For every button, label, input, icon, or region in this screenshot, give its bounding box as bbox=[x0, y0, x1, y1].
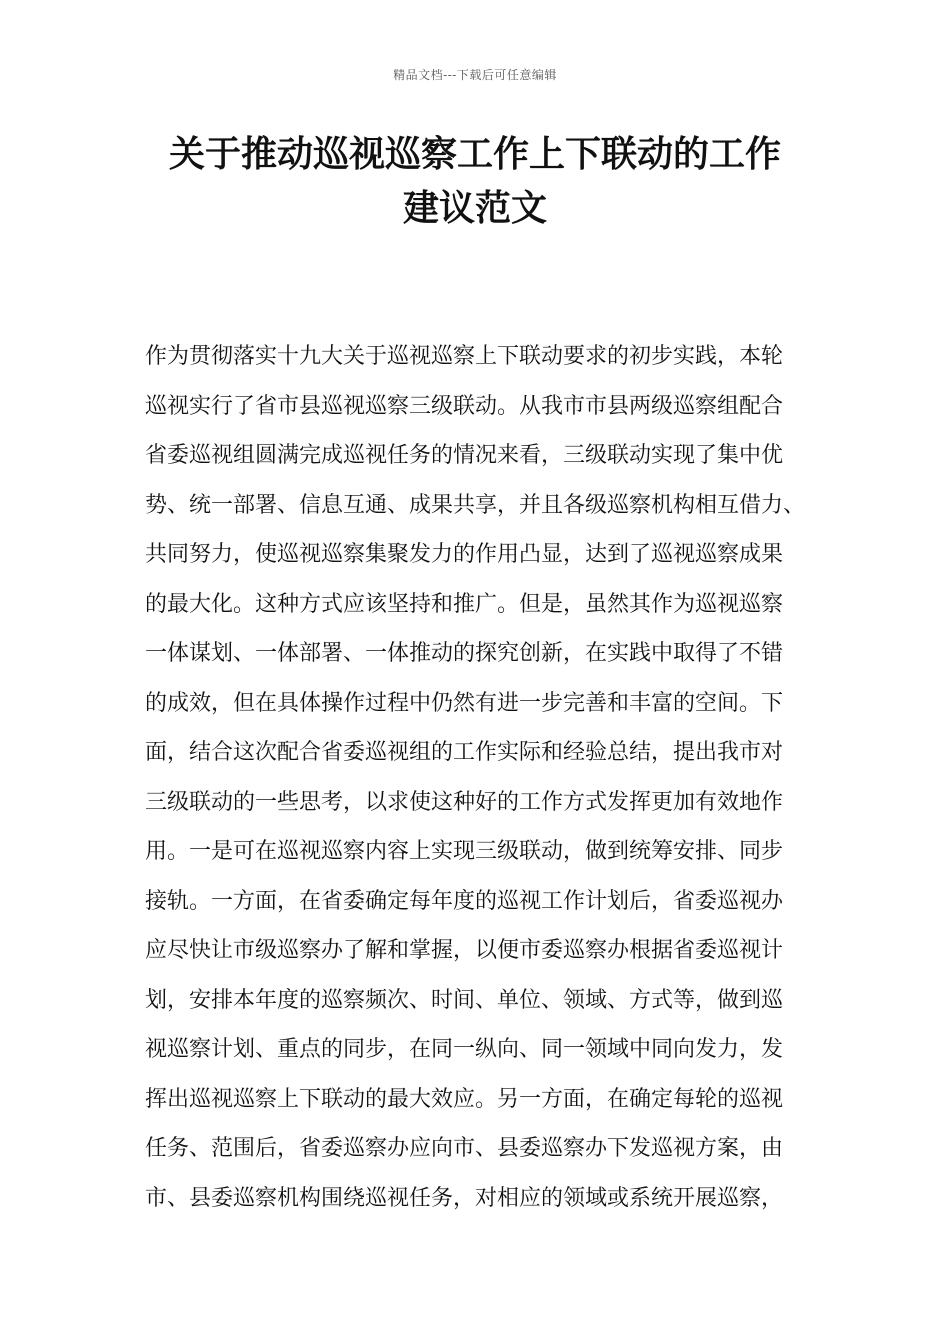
body-line: 面，结合这次配合省委巡视组的工作实际和经验总结，提出我市对 bbox=[145, 740, 784, 765]
body-line: 共同努力，使巡视巡察集聚发力的作用凸显，达到了巡视巡察成果 bbox=[145, 542, 784, 567]
title-line: 建议范文 bbox=[402, 188, 547, 229]
body-paragraph bbox=[145, 332, 835, 1223]
header-note: 精品文档---下载后可任意编辑 bbox=[393, 68, 557, 82]
body-line: 任务、范围后，省委巡察办应向市、县委巡察办下发巡视方案，由 bbox=[145, 1136, 784, 1161]
body-line: 划，安排本年度的巡察频次、时间、单位、领域、方式等，做到巡 bbox=[145, 987, 784, 1013]
body-line: 接轨。一方面，在省委确定每年度的巡视工作计划后，省委巡视办 bbox=[145, 888, 784, 914]
body-line: 应尽快让市级巡察办了解和掌握，以便市委巡察办根据省委巡视计 bbox=[145, 938, 784, 963]
body-line: 作为贯彻落实十九大关于巡视巡察上下联动要求的初步实践，本轮 bbox=[145, 344, 784, 369]
document-title bbox=[120, 128, 830, 236]
body-line: 挥出巡视巡察上下联动的最大效应。另一方面，在确定每轮的巡视 bbox=[145, 1086, 784, 1112]
body-line: 市、县委巡察机构围绕巡视任务，对相应的领域或系统开展巡察， bbox=[145, 1185, 784, 1211]
body-line: 势、统一部署、信息互通、成果共享，并且各级巡察机构相互借力、 bbox=[145, 492, 806, 518]
body-line: 省委巡视组圆满完成巡视任务的情况来看，三级联动实现了集中优 bbox=[145, 443, 784, 468]
body-line: 用。一是可在巡视巡察内容上实现三级联动，做到统筹安排、同步 bbox=[145, 839, 784, 864]
body-line: 一体谋划、一体部署、一体推动的探究创新，在实践中取得了不错 bbox=[145, 641, 784, 666]
body-line: 的成效，但在具体操作过程中仍然有进一步完善和丰富的空间。下 bbox=[145, 690, 784, 716]
title-line: 关于推动巡视巡察工作上下联动的工作 bbox=[168, 134, 781, 175]
body-line: 巡视实行了省市县巡视巡察三级联动。从我市市县两级巡察组配合 bbox=[145, 393, 784, 419]
body-line: 的最大化。这种方式应该坚持和推广。但是，虽然其作为巡视巡察 bbox=[145, 591, 784, 617]
body-line: 三级联动的一些思考，以求使这种好的工作方式发挥更加有效地作 bbox=[145, 789, 784, 815]
body-line: 视巡察计划、重点的同步，在同一纵向、同一领域中同向发力，发 bbox=[145, 1037, 784, 1062]
